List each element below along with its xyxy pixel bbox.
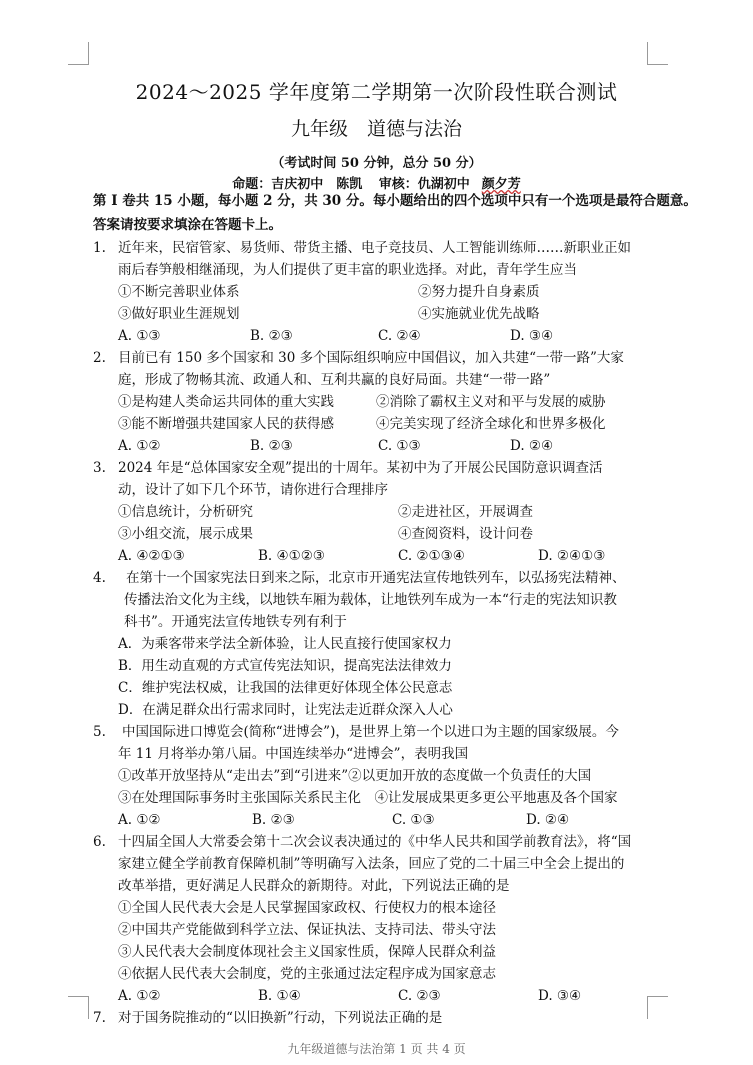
answer-option: D. ②④①③ xyxy=(538,548,606,564)
choice-item: ③做好职业生涯规划 xyxy=(118,306,240,322)
answer-option: A. ④②①③ xyxy=(118,548,185,564)
author-setter: 命题：吉庆初中 陈凯 xyxy=(232,177,363,192)
choice-item: ②消除了霸权主义对和平与发展的威胁 xyxy=(376,394,606,410)
answer-option: D. ②④ xyxy=(526,812,570,828)
question-stem: 传播法治文化为主线，以地铁车厢为载体，让地铁列车成为一本“行走的宪法知识教 xyxy=(124,592,617,608)
choice-item: ①全国人民代表大会是人民掌握国家政权、行使权力的根本途径 xyxy=(118,900,496,916)
crop-mark-top-left xyxy=(68,42,89,65)
question-stem: 中国国际进口博览会(简称“进博会”)，是世界上第一个以进口为主题的国家级展。今 xyxy=(122,724,619,740)
answer-option: D. ②④ xyxy=(510,438,554,454)
question-stem: 家建立健全学前教育保障机制”等明确写入法条，回应了党的二十届三中全会上提出的 xyxy=(118,856,625,872)
authors xyxy=(0,173,753,192)
page-footer: 九年级道德与法治第 1 页 共 4 页 xyxy=(287,1042,466,1056)
choice-item: ②走进社区，开展调查 xyxy=(398,504,533,520)
answer-option: A. ①② xyxy=(118,438,161,454)
choice-item: ④查阅资料，设计问卷 xyxy=(398,526,533,542)
question-stem: 改革举措，更好满足人民群众的新期待。对此，下列说法正确的是 xyxy=(118,878,510,894)
question-stem: 目前已有 150 多个国家和 30 多个国际组织响应中国倡议，加入共建“一带一路”大家 xyxy=(118,350,624,366)
choice-item: ④依据人民代表大会制度，党的主张通过法定程序成为国家意志 xyxy=(118,966,496,982)
page-title: 2024～2025 学年度第二学期第一次阶段性联合测试 xyxy=(135,80,618,104)
question-stem: 年 11 月将举办第八届。中国连续举办“进博会”，表明我国 xyxy=(118,746,469,762)
choice-item: ③在处理国际事务时主张国际关系民主化 ④让发展成果更多更公平地惠及各个国家 xyxy=(118,790,618,806)
answer-option: C. ②④ xyxy=(378,328,421,344)
answer-option: C. ①③ xyxy=(378,438,421,454)
question-number: 3. xyxy=(93,460,106,476)
answer-option: C．维护宪法权威，让我国的法律更好体现全体公民意志 xyxy=(118,680,453,696)
question-stem: 动，设计了如下几个环节，请你进行合理排序 xyxy=(118,482,388,498)
choice-item: ④完美实现了经济全球化和世界多极化 xyxy=(376,416,606,432)
question-stem: 对于国务院推动的“以旧换新”行动，下列说法正确的是 xyxy=(118,1010,443,1026)
question-stem: 在第十一个国家宪法日到来之际，北京市开通宪法宣传地铁列车，以弘扬宪法精神、 xyxy=(126,570,626,586)
question-stem: 雨后春笋般相继涌现，为人们提供了更丰富的职业选择。对此，青年学生应当 xyxy=(118,262,577,278)
answer-option: B. ①④ xyxy=(258,988,301,1004)
question-stem: 2024 年是“总体国家安全观”提出的十周年。某初中为了开展公民国防意识调查活 xyxy=(118,460,603,476)
answer-option: C. ①③ xyxy=(392,812,435,828)
answer-option: A. ①③ xyxy=(118,328,161,344)
choice-item: ④实施就业优先战略 xyxy=(418,306,540,322)
choice-item: ①改革开放坚持从“走出去”到“引进来”②以更加开放的态度做一个负责任的大国 xyxy=(118,768,592,784)
question-number: 7. xyxy=(93,1010,106,1026)
author-reviewer: 颜夕芳 xyxy=(481,177,521,192)
exam-time: （考试时间 50 分钟，总分 50 分） xyxy=(271,156,482,171)
page-subtitle: 九年级 道德与法治 xyxy=(290,118,462,140)
answer-option: A．为乘客带来学法全新体验，让人民直接行使国家权力 xyxy=(118,636,452,652)
question-number: 5. xyxy=(93,724,106,740)
choice-item: ①不断完善职业体系 xyxy=(118,284,240,300)
question-number: 4. xyxy=(93,570,106,586)
crop-mark-bottom-left xyxy=(68,996,89,1019)
answer-option: B．用生动直观的方式宣传宪法知识，提高宪法法律效力 xyxy=(118,658,452,674)
choice-item: ①是构建人类命运共同体的重大实践 xyxy=(118,394,334,410)
question-stem: 庭，形成了物畅其流、政通人和、互利共赢的良好局面。共建“一带一路” xyxy=(118,372,551,388)
question-number: 1. xyxy=(93,240,106,256)
answer-option: C. ②③ xyxy=(398,988,441,1004)
answer-option: D. ③④ xyxy=(510,328,554,344)
choice-item: ①信息统计，分析研究 xyxy=(118,504,253,520)
author-reviewer-label: 审核：仇湖初中 xyxy=(378,177,470,192)
answer-option: D. ③④ xyxy=(538,988,582,1004)
crop-mark-top-right xyxy=(647,42,668,65)
answer-option: B. ②③ xyxy=(252,812,295,828)
choice-item: ②中国共产党能做到科学立法、保证执法、支持司法、带头守法 xyxy=(118,922,496,938)
choice-item: ③人民代表大会制度体现社会主义国家性质，保障人民群众利益 xyxy=(118,944,496,960)
choice-item: ②努力提升自身素质 xyxy=(418,284,540,300)
question-number: 2. xyxy=(93,350,106,366)
question-stem: 十四届全国人大常委会第十二次会议表决通过的《中华人民共和国学前教育法》，将“国 xyxy=(118,834,632,850)
choice-item: ③能不断增强共建国家人民的获得感 xyxy=(118,416,334,432)
crop-mark-bottom-right xyxy=(647,996,668,1019)
question-number: 6. xyxy=(93,834,106,850)
question-stem: 科书”。开通宪法宣传地铁专列有利于 xyxy=(124,614,347,630)
answer-option: B. ②③ xyxy=(250,438,293,454)
answer-option: A. ①② xyxy=(118,988,161,1004)
answer-option: A. ①② xyxy=(118,812,161,828)
choice-item: ③小组交流，展示成果 xyxy=(118,526,253,542)
answer-option: D．在满足群众出行需求同时，让宪法走近群众深入人心 xyxy=(118,702,453,718)
question-stem: 近年来，民宿管家、易货师、带货主播、电子竞技员、人工智能训练师……新职业正如 xyxy=(118,240,631,256)
instruction-line-1: 第 I 卷共 15 小题，每小题 2 分，共 30 分。每小题给出的四个选项中只有一个选项是最符合题意。 xyxy=(93,193,697,209)
answer-option: C. ②①③④ xyxy=(398,548,465,564)
answer-option: B. ②③ xyxy=(250,328,293,344)
instruction-line-2: 答案请按要求填涂在答题卡上。 xyxy=(93,217,282,233)
answer-option: B. ④①②③ xyxy=(258,548,325,564)
